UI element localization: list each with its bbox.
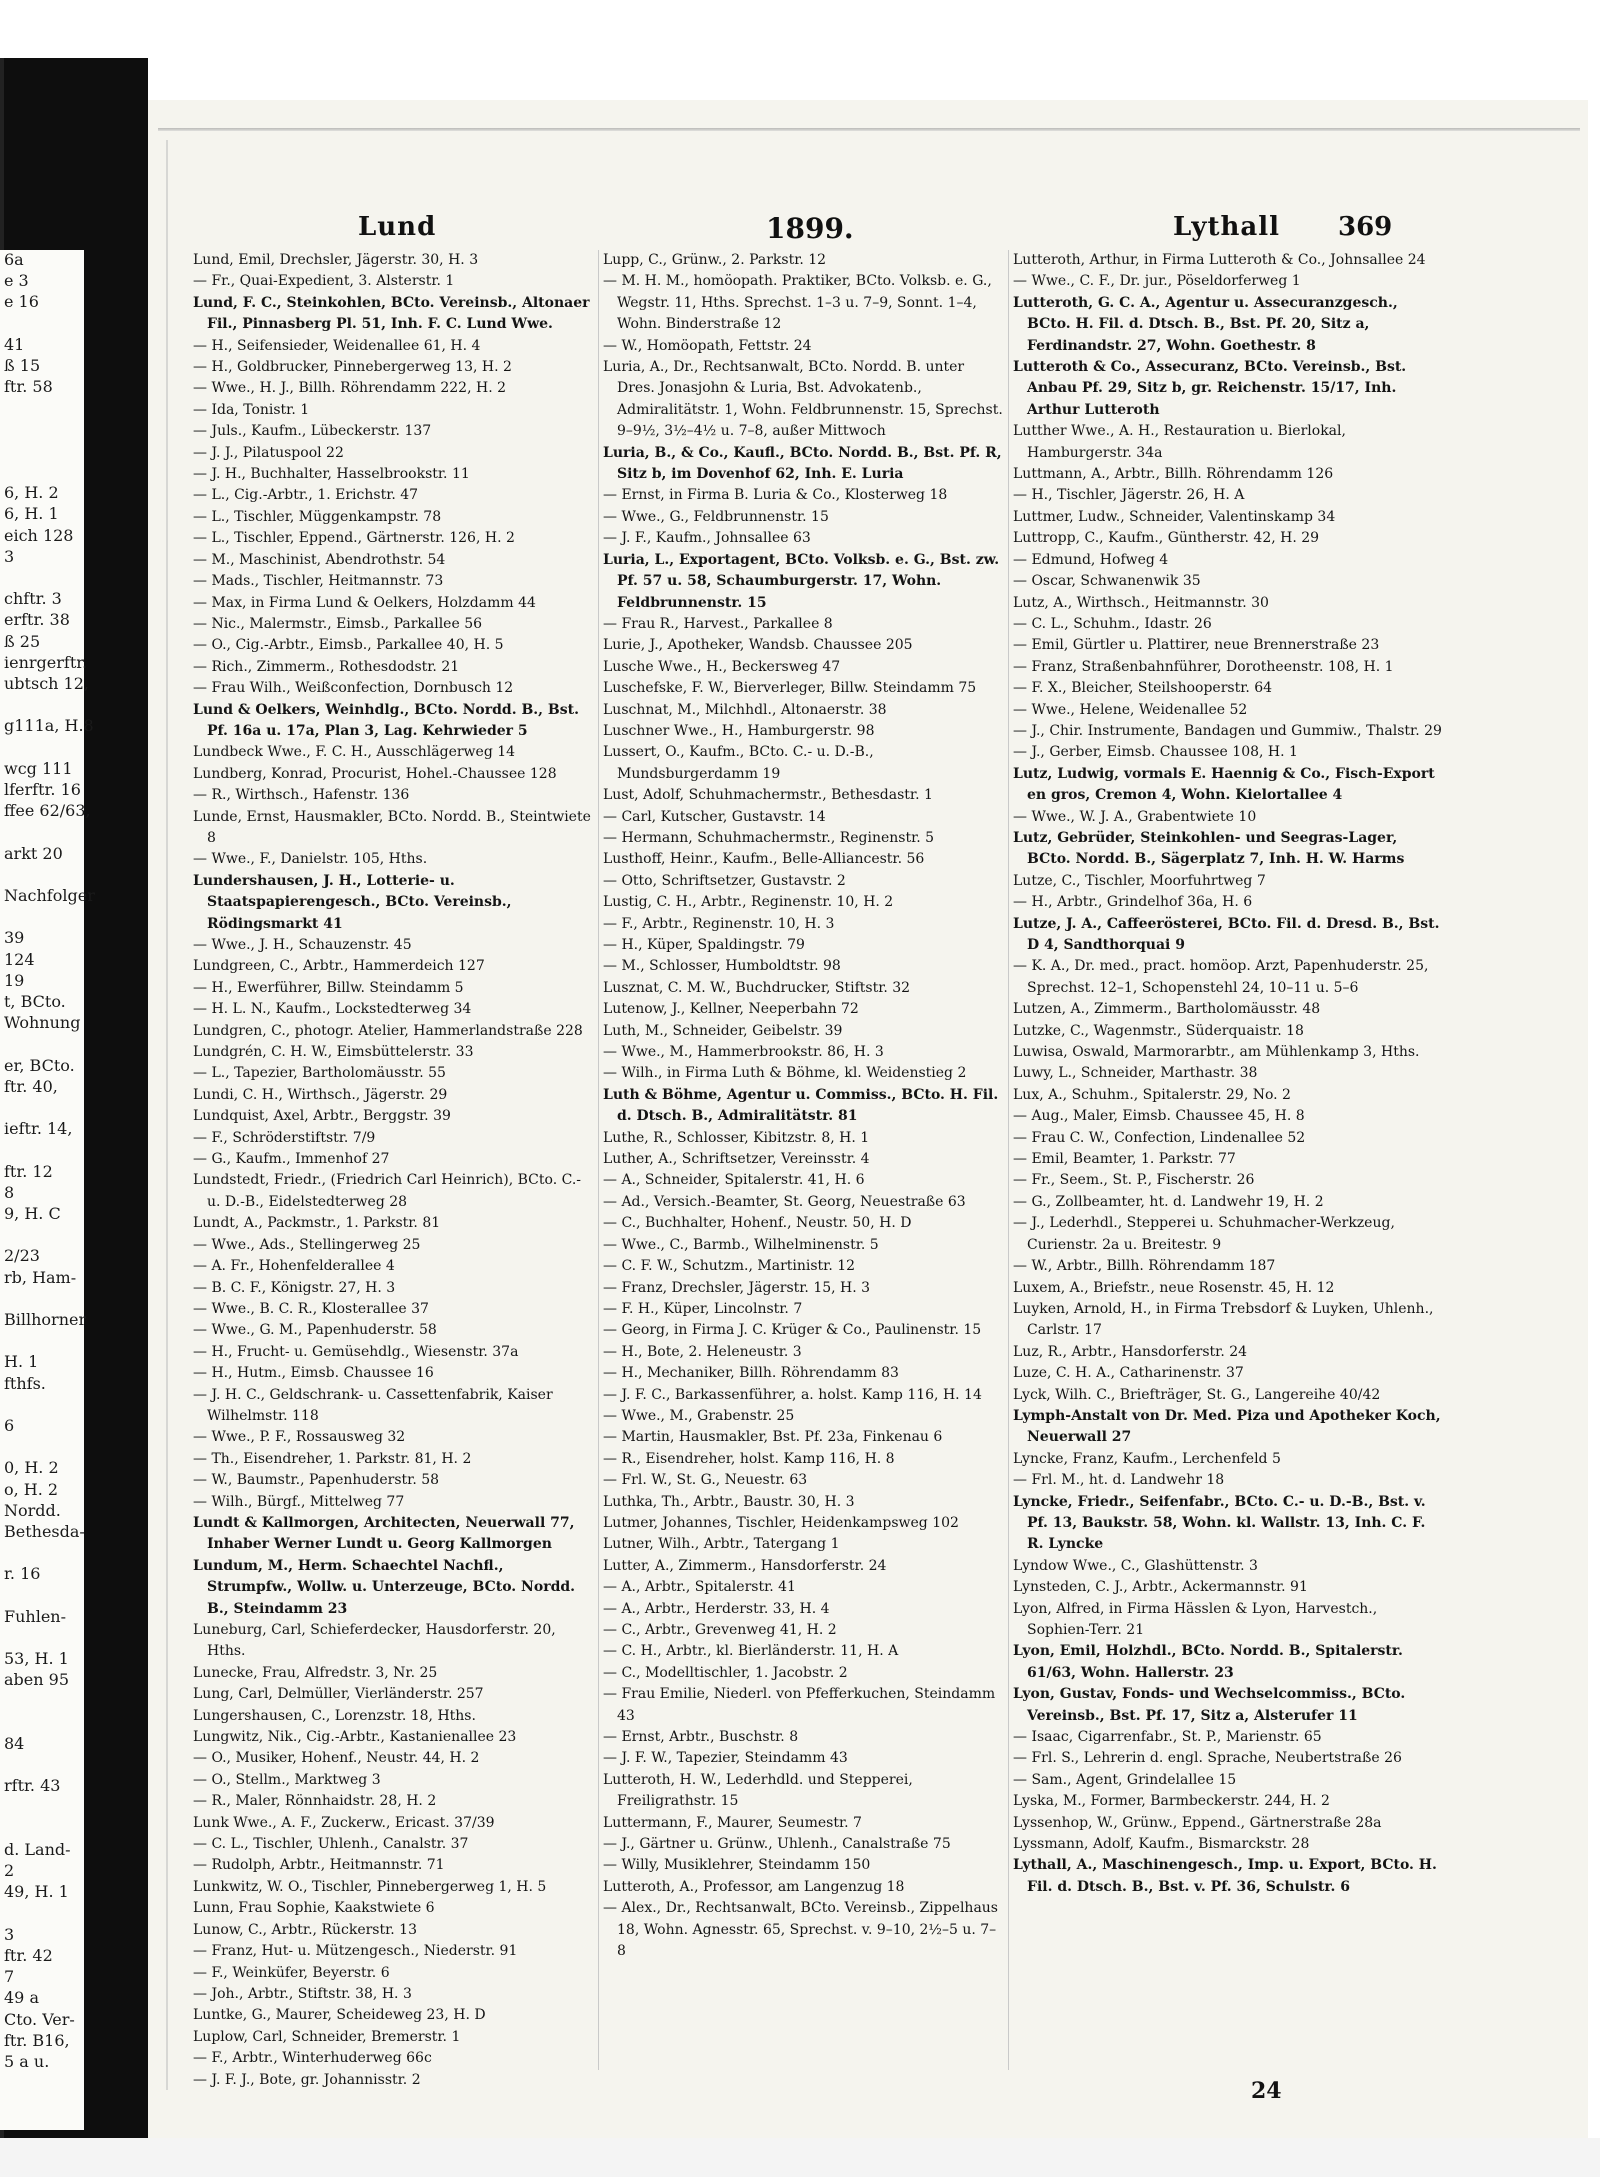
directory-entry: — Wwe., Ads., Stellingerweg 25 xyxy=(193,1236,421,1253)
directory-entry: — Franz, Hut- u. Mützengesch., Niederstr. 91 xyxy=(193,1943,518,1960)
previous-page-line: ß 25 xyxy=(4,631,41,651)
directory-entry: — J. F. W., Tapezier, Steindamm 43 xyxy=(603,1750,848,1767)
directory-entry: — Wwe., M., Grabenstr. 25 xyxy=(603,1407,795,1424)
scan-bottom-margin xyxy=(0,2138,1600,2177)
directory-entry: — W., Baumstr., Papenhuderstr. 58 xyxy=(193,1472,440,1489)
previous-page-line: 8 xyxy=(4,1182,15,1202)
directory-entry: — C. H., Arbtr., kl. Bierländerstr. 11, H. A xyxy=(603,1643,899,1660)
directory-entry: — C., Arbtr., Grevenweg 41, H. 2 xyxy=(603,1622,837,1638)
previous-page-line: 3 xyxy=(4,1924,15,1944)
directory-entry: — Wwe., C. F., Dr. jur., Pöseldorferweg 1 xyxy=(1013,273,1301,290)
directory-entry: Lyncke, Friedr., Seifenfabr., BCto. C.- u. D.-B., Bst. v. Pf. 13, Baukstr. 58, Wohn. kl. Wallstr. 13, Inh. C. F. R. Lyncke xyxy=(1013,1493,1426,1553)
previous-page-line: 41 xyxy=(4,334,25,354)
directory-entry: Lyssenhop, W., Grünw., Eppend., Gärtnerstraße 28a xyxy=(1013,1814,1382,1831)
directory-entry: Lyon, Alfred, in Firma Hässlen & Lyon, Harvestch., Sophien-Terr. 21 xyxy=(1013,1600,1378,1638)
directory-entry: Lund, Emil, Drechsler, Jägerstr. 30, H. 3 xyxy=(193,252,479,268)
directory-entry: Luze, C. H. A., Catharinenstr. 37 xyxy=(1013,1365,1244,1382)
previous-page-line: ftr. 58 xyxy=(4,377,53,397)
directory-entry: Lutteroth, Arthur, in Firma Lutteroth & Co., Johnsallee 24 xyxy=(1013,252,1426,268)
directory-entry: — Hermann, Schuhmachermstr., Reginenstr. 5 xyxy=(603,829,935,846)
directory-entry: Lundt, A., Packmstr., 1. Parkstr. 81 xyxy=(193,1215,441,1232)
previous-page-line: d. Land- xyxy=(4,1840,71,1859)
directory-entry: — F. H., Küper, Lincolnstr. 7 xyxy=(603,1300,803,1317)
directory-entry: — A., Schneider, Spitalerstr. 41, H. 6 xyxy=(603,1172,865,1189)
directory-entry: Lundum, M., Herm. Schaechtel Nachfl., Strumpfw., Wollw. u. Unterzeuge, BCto. Nordd. B., Steindamm 23 xyxy=(193,1557,576,1617)
directory-entry: Lyska, M., Former, Barmbeckerstr. 244, H. 2 xyxy=(1013,1793,1330,1810)
directory-entry: — Franz, Drechsler, Jägerstr. 15, H. 3 xyxy=(603,1279,871,1296)
directory-entry: Lutenow, J., Kellner, Neeperbahn 72 xyxy=(603,1001,859,1018)
directory-entry: — F., Arbtr., Reginenstr. 10, H. 3 xyxy=(603,915,835,932)
previous-page-line: 0, H. 2 xyxy=(4,1458,59,1478)
directory-entry: — B. C. F., Königstr. 27, H. 3 xyxy=(193,1279,396,1296)
directory-entry: Lungwitz, Nik., Cig.-Arbtr., Kastanienallee 23 xyxy=(193,1729,517,1746)
directory-entry: — Ida, Tonistr. 1 xyxy=(193,401,310,418)
directory-entry: Lund & Oelkers, Weinhdlg., BCto. Nordd. B., Bst. Pf. 16a u. 17a, Plan 3, Lag. Kehrwieder 5 xyxy=(193,701,579,739)
directory-entry: — H. L. N., Kaufm., Lockstedterweg 34 xyxy=(193,1001,472,1018)
previous-page-line: 53, H. 1 xyxy=(4,1649,69,1669)
previous-page-line: ffee 62/63, xyxy=(4,801,91,821)
directory-entry: Lunecke, Frau, Alfredstr. 3, Nr. 25 xyxy=(193,1664,438,1681)
directory-entry: Lusthoff, Heinr., Kaufm., Belle-Alliancestr. 56 xyxy=(603,851,925,868)
directory-entry: Lunow, C., Arbtr., Rückerstr. 13 xyxy=(193,1921,417,1938)
previous-page-line: ubtsch 12, xyxy=(4,674,89,693)
previous-page-line: 39 xyxy=(4,928,25,948)
directory-entry: Luwisa, Oswald, Marmorarbtr., am Mühlenkamp 3, Hths. xyxy=(1013,1044,1420,1061)
directory-entry: — Frau Wilh., Weißconfection, Dornbusch 12 xyxy=(193,680,514,697)
previous-page-line: o, H. 2 xyxy=(4,1479,59,1499)
directory-entry: — Wwe., G. M., Papenhuderstr. 58 xyxy=(193,1322,437,1339)
directory-column-3 xyxy=(1013,250,1443,2070)
previous-page-line: ftr. 12 xyxy=(4,1161,53,1181)
directory-entry: — J., Gärtner u. Grünw., Uhlenh., Canalstraße 75 xyxy=(603,1836,951,1853)
directory-entry: — H., Tischler, Jägerstr. 26, H. A xyxy=(1013,487,1245,504)
directory-entry: — Wwe., P. F., Rossausweg 32 xyxy=(193,1429,406,1446)
directory-entry: Lynsteden, C. J., Arbtr., Ackermannstr. 91 xyxy=(1013,1579,1308,1596)
previous-page-line: 7 xyxy=(4,1967,15,1987)
previous-page-line: g111a, H.8 xyxy=(4,716,94,736)
page-edge-rule xyxy=(166,140,168,2090)
directory-entry: — F., Schröderstiftstr. 7/9 xyxy=(193,1129,376,1146)
directory-entry: — F., Arbtr., Winterhuderweg 66c xyxy=(193,2050,432,2067)
header-left-keyword: Lund xyxy=(358,212,437,242)
directory-entry: — L., Cig.-Arbtr., 1. Erichstr. 47 xyxy=(193,487,419,504)
directory-entry: — Juls., Kaufm., Lübeckerstr. 137 xyxy=(193,423,432,440)
directory-entry: Lundi, C. H., Wirthsch., Jägerstr. 29 xyxy=(193,1086,448,1103)
directory-entry: Luther, A., Schriftsetzer, Vereinsstr. 4 xyxy=(603,1151,870,1168)
directory-entry: — Ad., Versich.-Beamter, St. Georg, Neuestraße 63 xyxy=(603,1193,966,1210)
previous-page-line: Nordd. xyxy=(4,1500,61,1520)
directory-entry: — J., Chir. Instrumente, Bandagen und Gummiw., Thalstr. 29 xyxy=(1013,722,1442,739)
directory-entry: — J., Lederhdl., Stepperei u. Schuhmacher-Werkzeug, Curienstr. 2a u. Breitestr. 9 xyxy=(1013,1215,1395,1253)
previous-page-line: erftr. 38 xyxy=(4,610,70,630)
directory-entry: Luttmann, A., Arbtr., Billh. Röhrendamm 126 xyxy=(1013,466,1334,483)
directory-entry: — K. A., Dr. med., pract. homöop. Arzt, Papenhuderstr. 25, Sprechst. 12–1, Schopenstehl 24, 10–11 u. 5–6 xyxy=(1013,958,1429,996)
directory-entry: Lundershausen, J. H., Lotterie- u. Staatspapierengesch., BCto. Vereinsb., Rödingsmarkt 41 xyxy=(193,872,512,932)
directory-entry: Lutteroth, A., Professor, am Langenzug 18 xyxy=(603,1878,905,1895)
directory-entry: — F., Weinküfer, Beyerstr. 6 xyxy=(193,1964,390,1981)
directory-entry: Luth, M., Schneider, Geibelstr. 39 xyxy=(603,1022,843,1039)
previous-page-line: ieftr. 14, xyxy=(4,1119,73,1139)
directory-entry: — C., Buchhalter, Hohenf., Neustr. 50, H. D xyxy=(603,1215,912,1232)
directory-entry: — Wwe., Helene, Weidenallee 52 xyxy=(1013,701,1248,718)
directory-entry: Lutteroth, G. C. A., Agentur u. Assecuranzgesch., BCto. H. Fil. d. Dtsch. B., Bst. Pf. 20, Sitz a, Ferdinandstr. 27, Wohn. Goethestr. 8 xyxy=(1013,294,1398,354)
directory-entry: Lundgreen, C., Arbtr., Hammerdeich 127 xyxy=(193,958,485,975)
page-header xyxy=(148,212,1588,248)
directory-entry: Luttropp, C., Kaufm., Güntherstr. 42, H. 29 xyxy=(1013,530,1320,547)
directory-entry: — H., Frucht- u. Gemüsehdlg., Wiesenstr. 37a xyxy=(193,1343,519,1360)
directory-entry: Luria, L., Exportagent, BCto. Volksb. e. G., Bst. zw. Pf. 57 u. 58, Schaumburgerstr. 17, Wohn. Feldbrunnenstr. 15 xyxy=(603,551,1000,611)
directory-entry: — H., Goldbrucker, Pinnebergerweg 13, H. 2 xyxy=(193,359,512,376)
directory-entry: — H., Ewerführer, Billw. Steindamm 5 xyxy=(193,979,464,996)
directory-entry: Lundt & Kallmorgen, Architecten, Neuerwall 77, Inhaber Werner Lundt u. Georg Kallmorgen xyxy=(193,1514,575,1553)
directory-entry: — Frau R., Harvest., Parkallee 8 xyxy=(603,615,833,632)
previous-page-line: 6 xyxy=(4,1416,15,1435)
directory-entry: Lutze, J. A., Caffeerösterei, BCto. Fil. d. Dresd. B., Bst. D 4, Sandthorquai 9 xyxy=(1013,915,1440,953)
directory-entry: — A., Arbtr., Spitalerstr. 41 xyxy=(603,1579,796,1596)
directory-entry: — R., Eisendreher, holst. Kamp 116, H. 8 xyxy=(603,1450,895,1467)
directory-entry: — Edmund, Hofweg 4 xyxy=(1013,551,1169,568)
directory-entry: Lustig, C. H., Arbtr., Reginenstr. 10, H. 2 xyxy=(603,894,894,911)
previous-page-line: 9, H. C xyxy=(4,1204,61,1223)
previous-page-line: Fuhlen- xyxy=(4,1606,67,1626)
directory-entry: Lundquist, Axel, Arbtr., Berggstr. 39 xyxy=(193,1108,451,1125)
directory-entry: Lyssmann, Adolf, Kaufm., Bismarckstr. 28 xyxy=(1013,1836,1310,1853)
directory-entry: — Ernst, Arbtr., Buschstr. 8 xyxy=(603,1729,799,1746)
directory-entry: Luntke, G., Maurer, Scheideweg 23, H. D xyxy=(193,2007,486,2024)
directory-entry: — C. L., Tischler, Uhlenh., Canalstr. 37 xyxy=(193,1836,469,1853)
directory-entry: — Wilh., Bürgf., Mittelweg 77 xyxy=(193,1493,405,1510)
directory-entry: — Nic., Malermstr., Eimsb., Parkallee 56 xyxy=(193,615,483,632)
directory-entry: — Sam., Agent, Grindelallee 15 xyxy=(1013,1771,1237,1788)
previous-page-line: 6a xyxy=(4,250,24,269)
directory-entry: Luthka, Th., Arbtr., Baustr. 30, H. 3 xyxy=(603,1493,855,1510)
directory-entry: Lutteroth & Co., Assecuranz, BCto. Vereinsb., Bst. Anbau Pf. 29, Sitz b, gr. Reichenstr. 15/17, Inh. Arthur Lutteroth xyxy=(1013,359,1407,418)
previous-page-line: fthfs. xyxy=(4,1373,46,1393)
directory-entry: Lundgrén, C. H. W., Eimsbüttelerstr. 33 xyxy=(193,1044,474,1061)
directory-entry: — W., Arbtr., Billh. Röhrendamm 187 xyxy=(1013,1258,1276,1275)
directory-entry: — O., Cig.-Arbtr., Eimsb., Parkallee 40, H. 5 xyxy=(193,637,504,654)
previous-page-line: e 16 xyxy=(4,292,39,312)
directory-entry: — Frau Emilie, Niederl. von Pfefferkuchen, Steindamm 43 xyxy=(603,1686,996,1724)
directory-entry: — H., Mechaniker, Billh. Röhrendamm 83 xyxy=(603,1365,899,1382)
directory-entry: Lundstedt, Friedr., (Friedrich Carl Heinrich), BCto. C.- u. D.-B., Eidelstedterweg 28 xyxy=(193,1172,582,1210)
directory-entry: Luyken, Arnold, H., in Firma Trebsdorf & Luyken, Uhlenh., Carlstr. 17 xyxy=(1013,1300,1434,1339)
directory-entry: — G., Zollbeamter, ht. d. Landwehr 19, H. 2 xyxy=(1013,1193,1324,1210)
header-year: 1899. xyxy=(766,212,854,245)
directory-entry: — Frl. S., Lehrerin d. engl. Sprache, Neubertstraße 26 xyxy=(1013,1750,1402,1767)
directory-entry: — Frl. M., ht. d. Landwehr 18 xyxy=(1013,1472,1225,1489)
previous-page-line: lferftr. 16 xyxy=(4,780,81,799)
directory-column-2 xyxy=(603,250,1003,2070)
directory-entry: — G., Kaufm., Immenhof 27 xyxy=(193,1151,390,1168)
directory-entry: — J., Gerber, Eimsb. Chaussee 108, H. 1 xyxy=(1013,744,1298,761)
directory-entry: Lundgren, C., photogr. Atelier, Hammerlandstraße 228 xyxy=(193,1022,583,1039)
directory-entry: Lunn, Frau Sophie, Kaakstwiete 6 xyxy=(193,1900,435,1917)
previous-page-line: 19 xyxy=(4,970,25,990)
directory-entry: — O., Musiker, Hohenf., Neustr. 44, H. 2 xyxy=(193,1750,480,1767)
previous-page-line: 5 a u. xyxy=(4,2052,50,2071)
directory-entry: Lymph-Anstalt von Dr. Med. Piza und Apotheker Koch, Neuerwall 27 xyxy=(1013,1407,1441,1446)
directory-entry: Lupp, C., Grünw., 2. Parkstr. 12 xyxy=(603,252,827,268)
directory-entry: — Wwe., M., Hammerbrookstr. 86, H. 3 xyxy=(603,1044,884,1061)
directory-entry: — Rich., Zimmerm., Rothesdodstr. 21 xyxy=(193,658,460,675)
previous-page-line: 84 xyxy=(4,1734,25,1753)
previous-page-line: 6, H. 1 xyxy=(4,504,59,524)
previous-page-line: chftr. 3 xyxy=(4,589,62,609)
directory-entry: — Franz, Straßenbahnführer, Dorotheenstr. 108, H. 1 xyxy=(1013,658,1394,675)
directory-entry: — J. F. J., Bote, gr. Johannisstr. 2 xyxy=(193,2071,421,2088)
previous-page-line: arkt 20 xyxy=(4,843,63,863)
directory-entry: — Emil, Gürtler u. Plattirer, neue Brennerstraße 23 xyxy=(1013,637,1380,654)
directory-entry: Lutmer, Johannes, Tischler, Heidenkampsweg 102 xyxy=(603,1514,959,1531)
directory-entry: — Wwe., W. J. A., Grabentwiete 10 xyxy=(1013,808,1257,825)
directory-entry: Luschnat, M., Milchhdl., Altonaerstr. 38 xyxy=(603,701,887,718)
directory-entry: — Joh., Arbtr., Stiftstr. 38, H. 3 xyxy=(193,1985,412,2002)
directory-entry: — A. Fr., Hohenfelderallee 4 xyxy=(193,1258,395,1275)
directory-entry: — J. J., Pilatuspool 22 xyxy=(193,444,344,461)
directory-entry: — Wwe., F., Danielstr. 105, Hths. xyxy=(193,851,428,868)
directory-entry: — Oscar, Schwanenwik 35 xyxy=(1013,573,1201,590)
directory-entry: — Wwe., C., Barmb., Wilhelminenstr. 5 xyxy=(603,1236,879,1253)
previous-page-line: Bethesda- xyxy=(4,1522,85,1541)
directory-entry: — Fr., Quai-Expedient, 3. Alsterstr. 1 xyxy=(193,273,455,290)
directory-entry: — M., Maschinist, Abendrothstr. 54 xyxy=(193,551,446,568)
previous-page-line: 49, H. 1 xyxy=(4,1882,69,1902)
directory-entry: — O., Stellm., Marktweg 3 xyxy=(193,1771,381,1788)
directory-entry: Luschner Wwe., H., Hamburgerstr. 98 xyxy=(603,722,875,739)
directory-column-1 xyxy=(193,250,593,2088)
header-right-keyword: Lythall xyxy=(1173,212,1280,242)
directory-entry: Lutteroth, H. W., Lederhdld. und Stepperei, Freiligrathstr. 15 xyxy=(603,1771,913,1810)
directory-entry: — Isaac, Cigarrenfabr., St. P., Marienstr. 65 xyxy=(1013,1729,1322,1746)
directory-entry: Lusche Wwe., H., Beckersweg 47 xyxy=(603,658,841,675)
directory-entry: — J. F., Kaufm., Johnsallee 63 xyxy=(603,530,811,547)
previous-page-line: wcg 111 xyxy=(4,758,73,778)
directory-entry: Luwy, L., Schneider, Marthastr. 38 xyxy=(1013,1065,1258,1082)
directory-entry: — J. F. C., Barkassenführer, a. holst. Kamp 116, H. 14 xyxy=(603,1386,982,1403)
previous-page-line: Billhorner xyxy=(4,1310,87,1329)
directory-entry: — Aug., Maler, Eimsb. Chaussee 45, H. 8 xyxy=(1013,1108,1305,1125)
previous-page-line: e 3 xyxy=(4,271,29,291)
directory-entry: Lungershausen, C., Lorenzstr. 18, Hths. xyxy=(193,1707,476,1724)
directory-entry: — J. H., Buchhalter, Hasselbrookstr. 11 xyxy=(193,466,470,483)
directory-entry: — L., Tischler, Müggenkampstr. 78 xyxy=(193,508,442,525)
directory-entry: Lunde, Ernst, Hausmakler, BCto. Nordd. B., Steintwiete 8 xyxy=(193,808,591,846)
previous-page-line: 3 xyxy=(4,546,15,566)
previous-page-line: aben 95 xyxy=(4,1670,69,1690)
directory-entry: Lundbeck Wwe., F. C. H., Ausschlägerweg 14 xyxy=(193,744,516,761)
previous-page-line: 49 a xyxy=(4,1988,39,2008)
directory-entry: Lust, Adolf, Schuhmachermstr., Bethesdastr. 1 xyxy=(603,787,933,804)
directory-entry: — M. H. M., homöopath. Praktiker, BCto. Volksb. e. G., Wegstr. 11, Hths. Sprechst. 1–3 u. 7–9, Sonnt. 1–4, Wohn. Binderstraße 12 xyxy=(603,273,992,333)
directory-entry: — F. X., Bleicher, Steilshooperstr. 64 xyxy=(1013,680,1273,697)
previous-page-line: r. 16 xyxy=(4,1564,41,1584)
directory-entry: Lurie, J., Apotheker, Wandsb. Chaussee 205 xyxy=(603,637,913,654)
directory-entry: Luthe, R., Schlosser, Kibitzstr. 8, H. 1 xyxy=(603,1129,870,1146)
directory-entry: — Emil, Beamter, 1. Parkstr. 77 xyxy=(1013,1151,1236,1168)
column-divider xyxy=(1008,250,1009,2070)
directory-entry: Lutzen, A., Zimmerm., Bartholomäusstr. 48 xyxy=(1013,1001,1321,1018)
previous-page-line: 6, H. 2 xyxy=(4,483,59,503)
directory-entry: Lutter, A., Zimmerm., Hansdorferstr. 24 xyxy=(603,1557,887,1574)
directory-entry: Lund, F. C., Steinkohlen, BCto. Vereinsb., Altonaer Fil., Pinnasberg Pl. 51, Inh. F. C. Lund Wwe. xyxy=(193,294,590,333)
directory-entry: Lutzke, C., Wagenmstr., Süderquaistr. 18 xyxy=(1013,1022,1304,1039)
directory-entry: — Otto, Schriftsetzer, Gustavstr. 2 xyxy=(603,872,846,889)
previous-page-line: ftr. 40, xyxy=(4,1076,58,1096)
directory-entry: — Alex., Dr., Rechtsanwalt, BCto. Vereinsb., Zippelhaus 18, Wohn. Agnesstr. 65, Sprechst. v. 9–10, 2½–5 u. 7–8 xyxy=(603,1900,998,1960)
directory-entry: — Frl. W., St. G., Neuestr. 63 xyxy=(603,1472,808,1489)
directory-entry: — C. L., Schuhm., Idastr. 26 xyxy=(1013,615,1212,632)
directory-entry: Lyck, Wilh. C., Briefträger, St. G., Langereihe 40/42 xyxy=(1013,1386,1381,1403)
column-divider xyxy=(598,250,599,2070)
directory-entry: Lyon, Emil, Holzhdl., BCto. Nordd. B., Spitalerstr. 61/63, Wohn. Hallerstr. 23 xyxy=(1013,1643,1403,1681)
previous-page-line: rftr. 43 xyxy=(4,1776,61,1796)
page-number: 369 xyxy=(1338,212,1393,242)
directory-entry: — Frau C. W., Confection, Lindenallee 52 xyxy=(1013,1129,1306,1146)
directory-entry: — Mads., Tischler, Heitmannstr. 73 xyxy=(193,573,444,590)
directory-entry: Lutz, Gebrüder, Steinkohlen- und Seegras-Lager, BCto. Nordd. B., Sägerplatz 7, Inh. H. W. Harms xyxy=(1013,829,1405,868)
directory-entry: — C. F. W., Schutzm., Martinistr. 12 xyxy=(603,1258,856,1275)
directory-entry: Lutze, C., Tischler, Moorfuhrtweg 7 xyxy=(1013,872,1266,889)
directory-entry: — H., Bote, 2. Heleneustr. 3 xyxy=(603,1343,802,1360)
previous-page-line: ß 15 xyxy=(4,356,41,375)
previous-page-line: eich 128 xyxy=(4,525,74,545)
directory-entry: — Wwe., B. C. R., Klosterallee 37 xyxy=(193,1300,429,1317)
directory-entry: — Wwe., J. H., Schauzenstr. 45 xyxy=(193,937,412,953)
directory-entry: — Rudolph, Arbtr., Heitmannstr. 71 xyxy=(193,1857,445,1874)
directory-entry: — H., Hutm., Eimsb. Chaussee 16 xyxy=(193,1365,434,1382)
directory-entry: Luth & Böhme, Agentur u. Commiss., BCto. H. Fil. d. Dtsch. B., Admiralitätstr. 81 xyxy=(603,1086,999,1125)
directory-entry: Luttmer, Ludw., Schneider, Valentinskamp 34 xyxy=(1013,508,1336,525)
previous-page-line: ftr. B16, xyxy=(4,2030,70,2050)
previous-page-line: er, BCto. xyxy=(4,1055,75,1075)
directory-entry: Lundberg, Konrad, Procurist, Hohel.-Chaussee 128 xyxy=(193,765,557,782)
directory-entry: Lunkwitz, W. O., Tischler, Pinnebergerweg 1, H. 5 xyxy=(193,1878,547,1895)
directory-entry: Lutz, Ludwig, vormals E. Haennig & Co., Fisch-Export en gros, Cremon 4, Wohn. Kielortallee 4 xyxy=(1013,765,1435,804)
directory-entry: — L., Tischler, Eppend., Gärtnerstr. 126, H. 2 xyxy=(193,530,515,547)
directory-entry: Luxem, A., Briefstr., neue Rosenstr. 45, H. 12 xyxy=(1013,1279,1335,1296)
directory-entry: Luria, B., & Co., Kaufl., BCto. Nordd. B., Bst. Pf. R, Sitz b, im Dovenhof 62, Inh. E. Luria xyxy=(603,444,1002,483)
directory-entry: Lutner, Wilh., Arbtr., Tatergang 1 xyxy=(603,1536,840,1553)
directory-entry: — Ernst, in Firma B. Luria & Co., Klosterweg 18 xyxy=(603,487,948,504)
directory-entry: Luria, A., Dr., Rechtsanwalt, BCto. Nordd. B. unter Dres. Jonasjohn & Luria, Bst. Advokatenb., Admiralitätstr. 1, Wohn. Feldbrunnenstr. 15, Sprechst. 9–9½, 3½–4½ u. 7–8, außer Mittwoch xyxy=(603,359,1003,440)
previous-page-line: t, BCto. xyxy=(4,992,66,1011)
directory-entry: — R., Maler, Rönnhaidstr. 28, H. 2 xyxy=(193,1793,437,1810)
directory-entry: Luplow, Carl, Schneider, Bremerstr. 1 xyxy=(193,2028,461,2045)
directory-entry: Luschefske, F. W., Bierverleger, Billw. Steindamm 75 xyxy=(603,680,977,697)
directory-entry: — Max, in Firma Lund & Oelkers, Holzdamm 44 xyxy=(193,594,536,611)
directory-entry: — Wwe., G., Feldbrunnenstr. 15 xyxy=(603,508,829,525)
previous-page-line: rb, Ham- xyxy=(4,1267,77,1287)
directory-entry: — Wwe., H. J., Billh. Röhrendamm 222, H. 2 xyxy=(193,380,507,397)
directory-entry: Lyndow Wwe., C., Glashüttenstr. 3 xyxy=(1013,1557,1258,1574)
directory-entry: — Georg, in Firma J. C. Krüger & Co., Paulinenstr. 15 xyxy=(603,1322,982,1339)
previous-page-line: 2 xyxy=(4,1861,15,1881)
directory-entry: Lyncke, Franz, Kaufm., Lerchenfeld 5 xyxy=(1013,1450,1281,1467)
previous-page-line: ftr. 42 xyxy=(4,1946,53,1965)
directory-entry: Lussert, O., Kaufm., BCto. C.- u. D.-B., Mundsburgerdamm 19 xyxy=(603,744,874,782)
directory-entry: — Wilh., in Firma Luth & Böhme, kl. Weidenstieg 2 xyxy=(603,1065,967,1082)
directory-entry: — Martin, Hausmakler, Bst. Pf. 23a, Finkenau 6 xyxy=(603,1429,943,1446)
directory-entry: — H., Arbtr., Grindelhof 36a, H. 6 xyxy=(1013,894,1253,911)
previous-page-line: H. 1 xyxy=(4,1352,39,1372)
directory-entry: — M., Schlosser, Humboldtstr. 98 xyxy=(603,958,841,975)
directory-entry: Lythall, A., Maschinengesch., Imp. u. Export, BCto. H. Fil. d. Dtsch. B., Bst. v. Pf. 36, Schulstr. 6 xyxy=(1013,1857,1437,1895)
directory-entry: — W., Homöopath, Fettstr. 24 xyxy=(603,337,812,354)
directory-entry: — L., Tapezier, Bartholomäusstr. 55 xyxy=(193,1065,446,1082)
directory-entry: Luttermann, F., Maurer, Seumestr. 7 xyxy=(603,1814,862,1831)
directory-entry: — Fr., Seem., St. P., Fischerstr. 26 xyxy=(1013,1172,1255,1189)
previous-page-line: 2/23 xyxy=(4,1246,40,1266)
directory-entry: Lung, Carl, Delmüller, Vierländerstr. 257 xyxy=(193,1686,484,1703)
previous-page-line: Cto. Ver- xyxy=(4,2009,75,2029)
directory-entry: Lusznat, C. M. W., Buchdrucker, Stiftstr. 32 xyxy=(603,979,911,996)
directory-entry: — Carl, Kutscher, Gustavstr. 14 xyxy=(603,808,826,825)
directory-entry: Lutther Wwe., A. H., Restauration u. Bierlokal, Hamburgerstr. 34a xyxy=(1013,423,1346,461)
directory-entry: — A., Arbtr., Herderstr. 33, H. 4 xyxy=(603,1600,830,1617)
directory-entry: Lunk Wwe., A. F., Zuckerw., Ericast. 37/39 xyxy=(193,1814,495,1831)
directory-entry: — J. H. C., Geldschrank- u. Cassettenfabrik, Kaiser Wilhelmstr. 118 xyxy=(193,1386,553,1424)
previous-page-line: 124 xyxy=(4,949,35,969)
directory-entry: — Willy, Musiklehrer, Steindamm 150 xyxy=(603,1857,871,1874)
previous-page-line: Wohnung xyxy=(4,1013,81,1033)
directory-entry: — Th., Eisendreher, 1. Parkstr. 81, H. 2 xyxy=(193,1450,472,1467)
directory-entry: Lux, A., Schuhm., Spitalerstr. 29, No. 2 xyxy=(1013,1086,1291,1103)
directory-entry: Lutz, A., Wirthsch., Heitmannstr. 30 xyxy=(1013,594,1269,611)
previous-page-fragment xyxy=(0,250,95,2130)
previous-page-line: Nachfolger xyxy=(4,886,95,905)
previous-page-line: ienrgerftr. xyxy=(4,652,88,672)
sheet-number: 24 xyxy=(1251,2078,1282,2104)
directory-entry: — R., Wirthsch., Hafenstr. 136 xyxy=(193,787,410,804)
directory-entry: — H., Küper, Spaldingstr. 79 xyxy=(603,937,805,953)
directory-entry: — C., Modelltischler, 1. Jacobstr. 2 xyxy=(603,1664,848,1681)
directory-entry: Luneburg, Carl, Schieferdecker, Hausdorferstr. 20, Hths. xyxy=(193,1622,556,1660)
directory-page xyxy=(148,100,1588,2138)
directory-entry: — H., Seifensieder, Weidenallee 61, H. 4 xyxy=(193,337,481,354)
directory-entry: Lyon, Gustav, Fonds- und Wechselcommiss., BCto. Vereinsb., Bst. Pf. 17, Sitz a, Alsterufer 11 xyxy=(1013,1686,1406,1724)
directory-entry: Luz, R., Arbtr., Hansdorferstr. 24 xyxy=(1013,1343,1248,1360)
